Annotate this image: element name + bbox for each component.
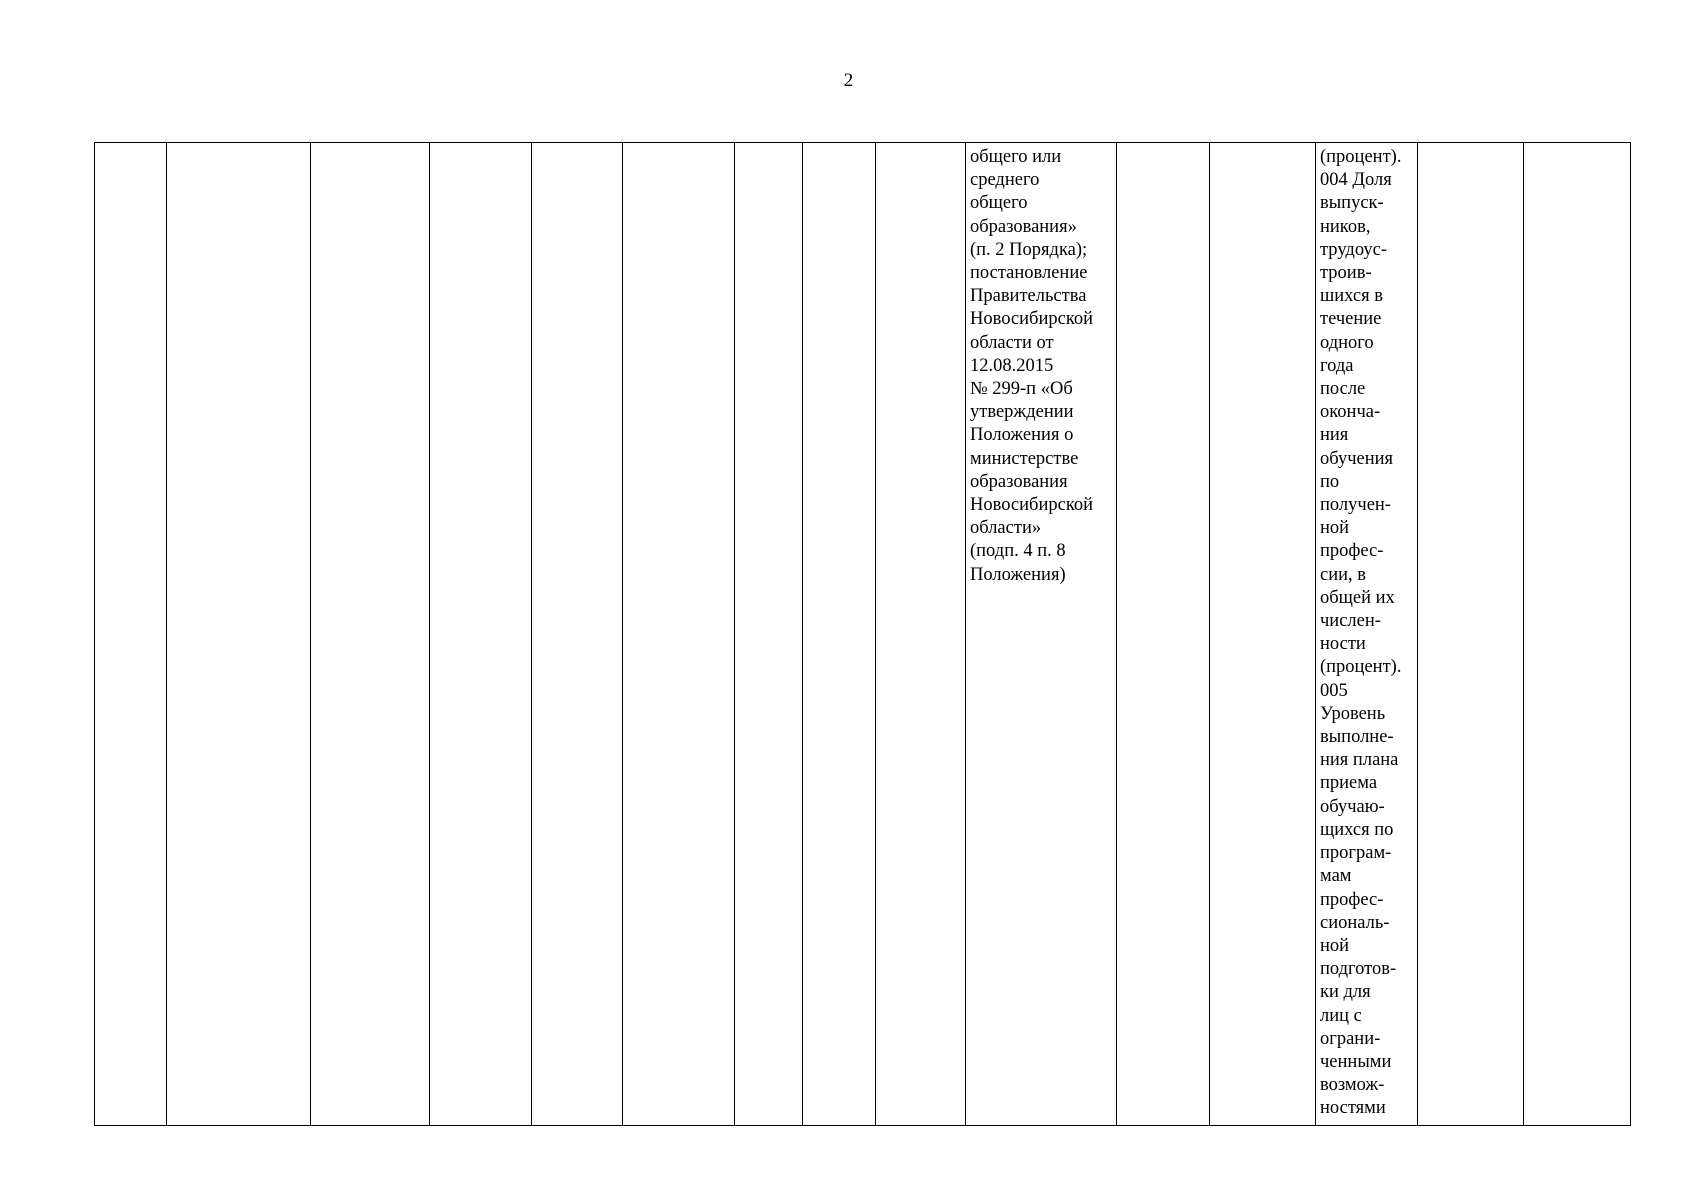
- table-cell-11: [1117, 143, 1210, 1126]
- legal-basis-text: общего или среднего общего образования» (п. 2 Порядка); постановление Правительства Новосибирской области от 12.08.2015 № 299-п «Об утверждении Положения о министерстве образования Новосибирской области» (подп. 4 п. 8 Положения): [970, 147, 1094, 585]
- data-table: [94, 142, 1631, 1126]
- table-cell-9: [876, 143, 966, 1126]
- page-number: 2: [843, 70, 854, 91]
- table-cell-3: [311, 143, 430, 1126]
- indicators-text: (процент). 004 Доля выпуск- ников, трудоус- троив- шихся в течение одного года после оконча- ния обучения по получен- ной профес- сии, в общей их числен- ности (процент). 005 Уровень выполне- ния плана приема обучаю- щихся по програм- мам профес- сиональ- ной подготов- ки для лиц с ограни- ченными возмож- ностями: [1320, 147, 1402, 1119]
- table-cell-4: [430, 143, 532, 1126]
- table-cell-7: [735, 143, 803, 1126]
- table-row: [95, 143, 1631, 1126]
- table-cell-legal-basis: [966, 143, 1117, 1126]
- table-cell-15: [1524, 143, 1631, 1126]
- table-cell-6: [623, 143, 735, 1126]
- table-cell-14: [1418, 143, 1524, 1126]
- table-cell-5: [532, 143, 623, 1126]
- table-cell-1: [95, 143, 167, 1126]
- table-cell-8: [803, 143, 876, 1126]
- table-cell-12: [1210, 143, 1316, 1126]
- table-cell-2: [167, 143, 311, 1126]
- table-cell-indicators: [1316, 143, 1418, 1126]
